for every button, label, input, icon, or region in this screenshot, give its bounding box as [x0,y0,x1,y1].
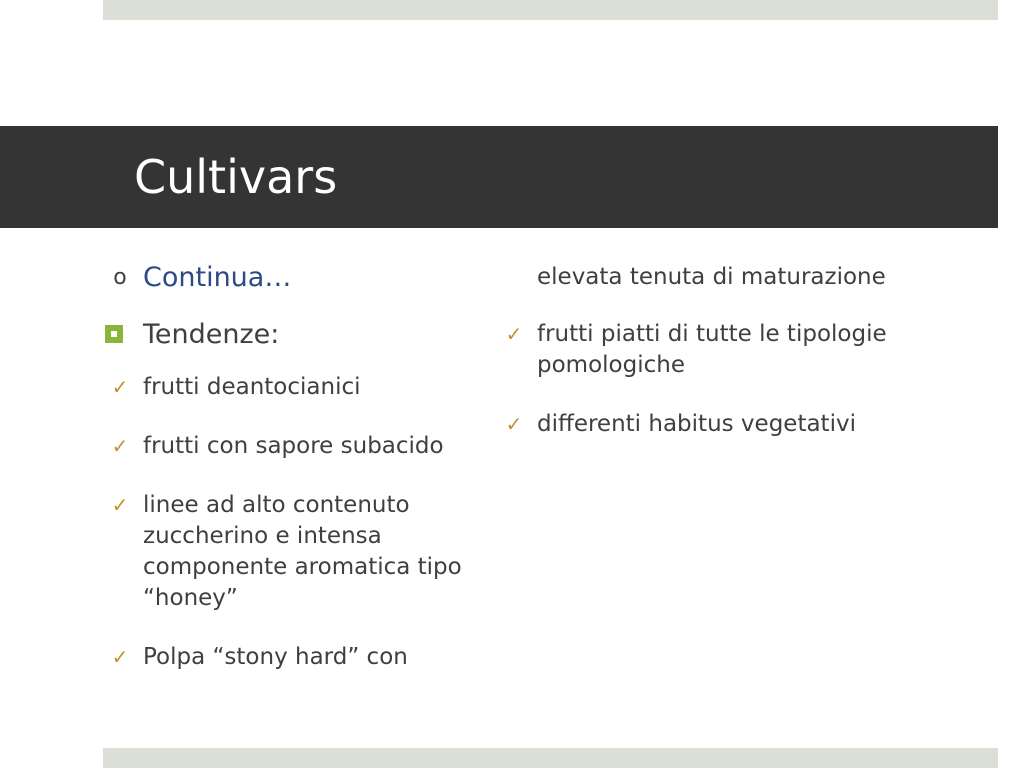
list-item [100,431,475,462]
list-item-text: differenti habitus vegetativi [537,411,856,437]
list-item-continuation [494,262,894,293]
check-bullet-icon: ✓ [505,412,523,436]
list-item-text: linee ad alto contenuto zuccherino e intensa componente aromatica tipo “honey” [143,492,462,611]
circle-bullet-icon: o [113,265,127,290]
list-item [100,258,475,298]
check-bullet-icon: ✓ [505,322,523,346]
left-column [100,258,475,701]
list-item-text: frutti piatti di tutte le tipologie pomologiche [537,321,887,378]
check-bullet-icon: ✓ [111,493,129,517]
check-bullet-icon: ✓ [111,375,129,399]
list-item-text: frutti con sapore subacido [143,433,444,459]
list-item-text: Tendenze: [143,319,280,350]
list-item [100,372,475,403]
square-bullet-icon [105,325,123,343]
list-item-text: elevata tenuta di maturazione [537,264,886,290]
check-bullet-icon: ✓ [111,645,129,669]
bottom-accent-band [103,748,998,768]
list-item [100,315,475,355]
top-accent-band [103,0,998,20]
right-column [494,258,894,468]
list-item-text: Polpa “stony hard” con [143,644,408,670]
list-item-text: Continua… [143,262,292,293]
list-item [494,319,894,381]
list-item [100,642,475,673]
check-bullet-icon: ✓ [111,434,129,458]
list-item-text: frutti deantocianici [143,374,361,400]
list-item [100,490,475,614]
list-item [494,409,894,440]
slide-title: Cultivars [134,150,338,204]
